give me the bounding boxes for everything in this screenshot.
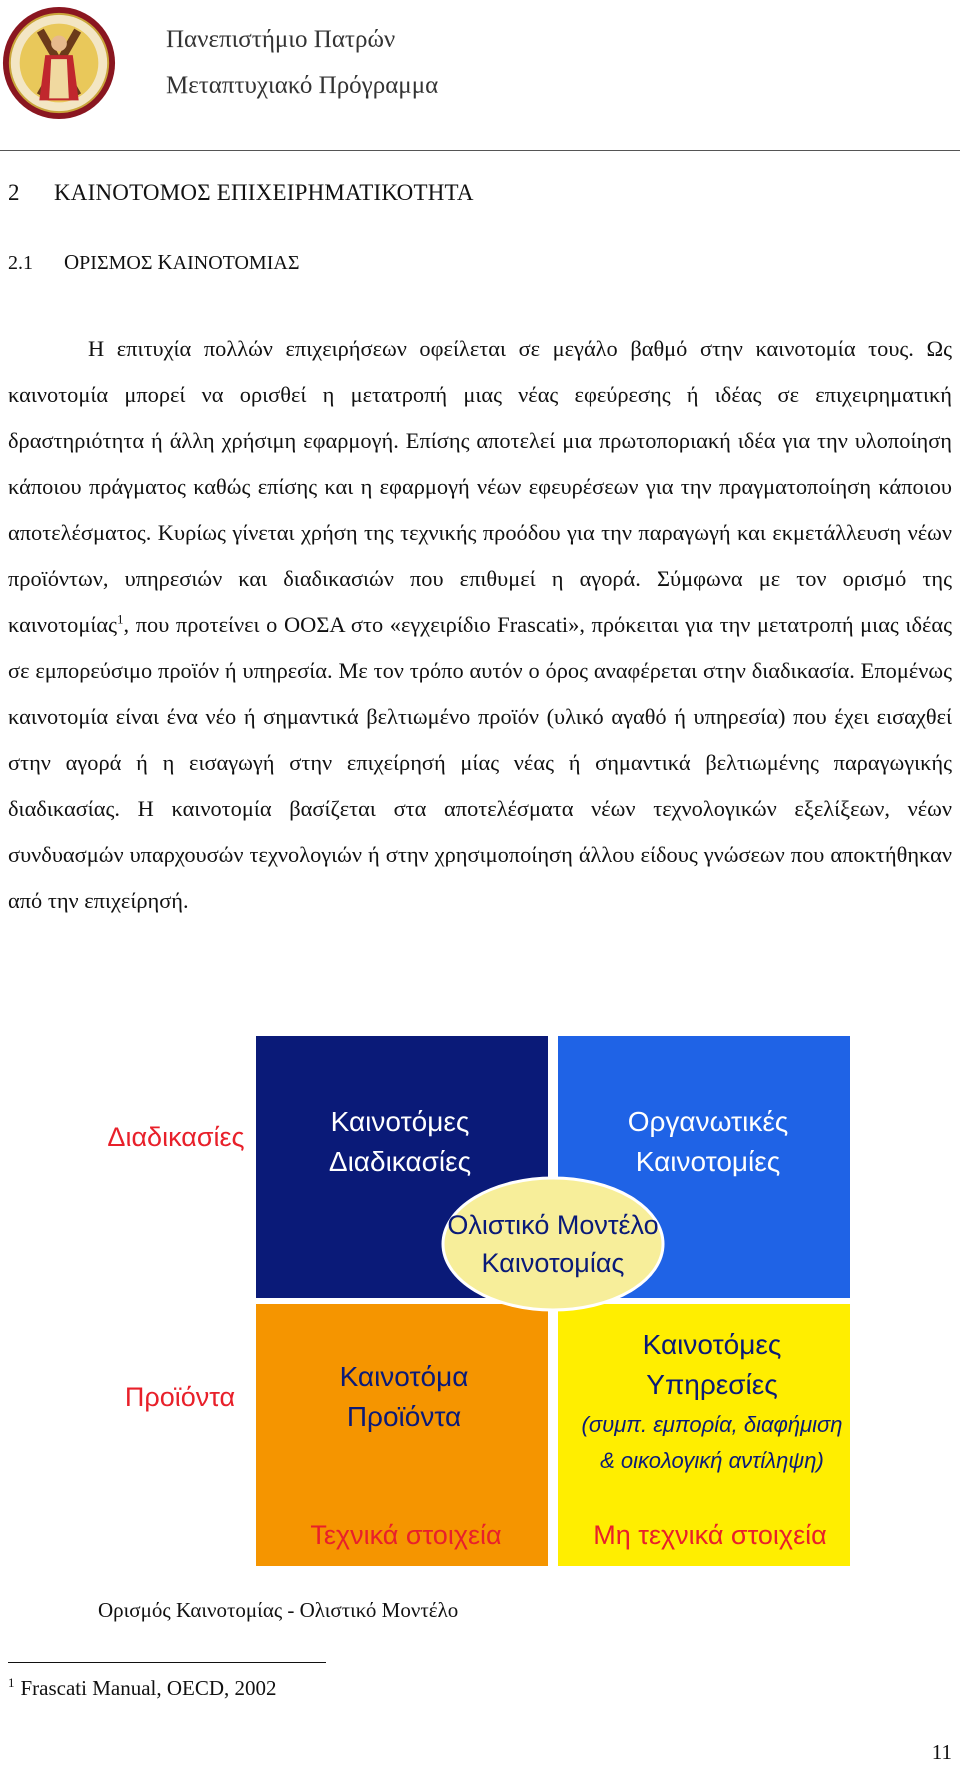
header-university: Πανεπιστήμιο Πατρών xyxy=(166,26,396,53)
label-products: Προϊόντα xyxy=(124,1382,236,1412)
footnote-divider xyxy=(8,1662,326,1663)
q2-line2: Καινοτομίες xyxy=(635,1146,781,1177)
subsection-heading: 2.1 ΟΡΙΣΜΟΣ ΚΑΙΝΟΤΟΜΙΑΣ xyxy=(8,250,300,274)
label-non-technical: Μη τεχνικά στοιχεία xyxy=(593,1520,827,1550)
body-paragraph: Η επιτυχία πολλών επιχειρήσεων οφείλεται σε μεγάλο βαθμό στην καινοτομία τους. Ως καινοτομία μπορεί να ορισθεί η μετατροπή μιας νέας εφεύρεσης ή ιδέας σε επιχειρηματική δραστηριότητα ή άλλη χρήσιμη εφαρμογή. Επίσης αποτελεί μια πρωτοποριακή ιδέα για την υλοποίηση κάποιου πράγματος καθώς επίσης και η εφαρμογή νέων εφευρέσεων για την πραγματοποίηση κάποιου αποτελέσματος. Κυρίως γίνεται χρήση της τεχνικής προόδου για την παραγωγή και εκμετάλλευση νέων προϊόντων, υπηρεσιών και διαδικασιών που επιθυμεί η αγορά. Σύμφωνα με τον ορισμό της καινοτομίας$^1$, που προτείνει ο ΟΟΣΑ στο «εγχειρίδιο Frascati», πρόκειται για την μετατροπή μιας ιδέας σε εμπορεύσιμο προϊόν ή υπηρεσία. Με τον τρόπο αυτόν ο όρος αναφέρεται στην διαδικασία. Επομένως καινοτομία είναι ένα νέο ή σημαντικά βελτιωμένο προϊόν (υλικό αγαθό ή υπηρεσία) που έχει εισαχθεί στην αγορά ή η εισαγωγή στην επιχείρησή μίας νέας ή σημαντικά βελτιωμένης παραγωγικής διαδικασίας. Η καινοτομία βασίζεται στα αποτελέσματα νέων τεχνολογικών εξελίξεων, νέων συνδυασμών υπαρχουσών τεχνολογιών ή στην χρησιμοποίηση άλλου είδους γνώσεων που αποκτήθηκαν από την επιχείρησή. xyxy=(8,336,952,913)
footnote xyxy=(8,1675,277,1701)
section-number: 2 xyxy=(8,180,20,205)
figure-caption: Ορισμός Καινοτομίας - Ολιστικό Μοντέλο xyxy=(98,1598,459,1622)
q3-line1: Καινοτόμα xyxy=(339,1361,469,1392)
header-program: Μεταπτυχιακό Πρόγραμμα xyxy=(166,72,439,99)
section-heading xyxy=(8,180,474,206)
page-number: 11 xyxy=(931,1740,952,1764)
q2-line1: Οργανωτικές xyxy=(627,1106,789,1137)
header-divider xyxy=(0,150,960,151)
footnote-number: 1 xyxy=(8,1675,15,1690)
holistic-innovation-model-figure xyxy=(96,1036,876,1566)
q4-line2: Υπηρεσίες xyxy=(646,1369,778,1400)
center-line2: Καινοτομίας xyxy=(481,1248,625,1278)
q4-line4: & οικολογική αντίληψη) xyxy=(600,1448,824,1473)
page-header xyxy=(0,0,960,152)
q3-line2: Προϊόντα xyxy=(346,1401,462,1432)
section-title: ΚΑΙΝΟΤΟΜΟΣ ΕΠΙΧΕΙΡΗΜΑΤΙΚΟΤΗΤΑ xyxy=(54,180,474,205)
university-seal-logo xyxy=(0,4,118,122)
q1-line2: Διαδικασίες xyxy=(328,1146,472,1177)
label-technical: Τεχνικά στοιχεία xyxy=(310,1520,502,1550)
q1-line1: Καινοτόμες xyxy=(330,1106,470,1137)
center-line1: Ολιστικό Μοντέλο xyxy=(447,1210,659,1240)
subsection-number: 2.1 xyxy=(8,252,33,274)
q4-line3: (συμπ. εμπορία, διαφήμιση xyxy=(581,1412,843,1437)
footnote-text: Frascati Manual, OECD, 2002 xyxy=(20,1676,277,1700)
label-processes: Διαδικασίες xyxy=(107,1122,245,1152)
footnote-reference: 1 xyxy=(116,611,124,627)
center-ellipse xyxy=(443,1178,663,1310)
q4-line1: Καινοτόμες xyxy=(642,1329,782,1360)
